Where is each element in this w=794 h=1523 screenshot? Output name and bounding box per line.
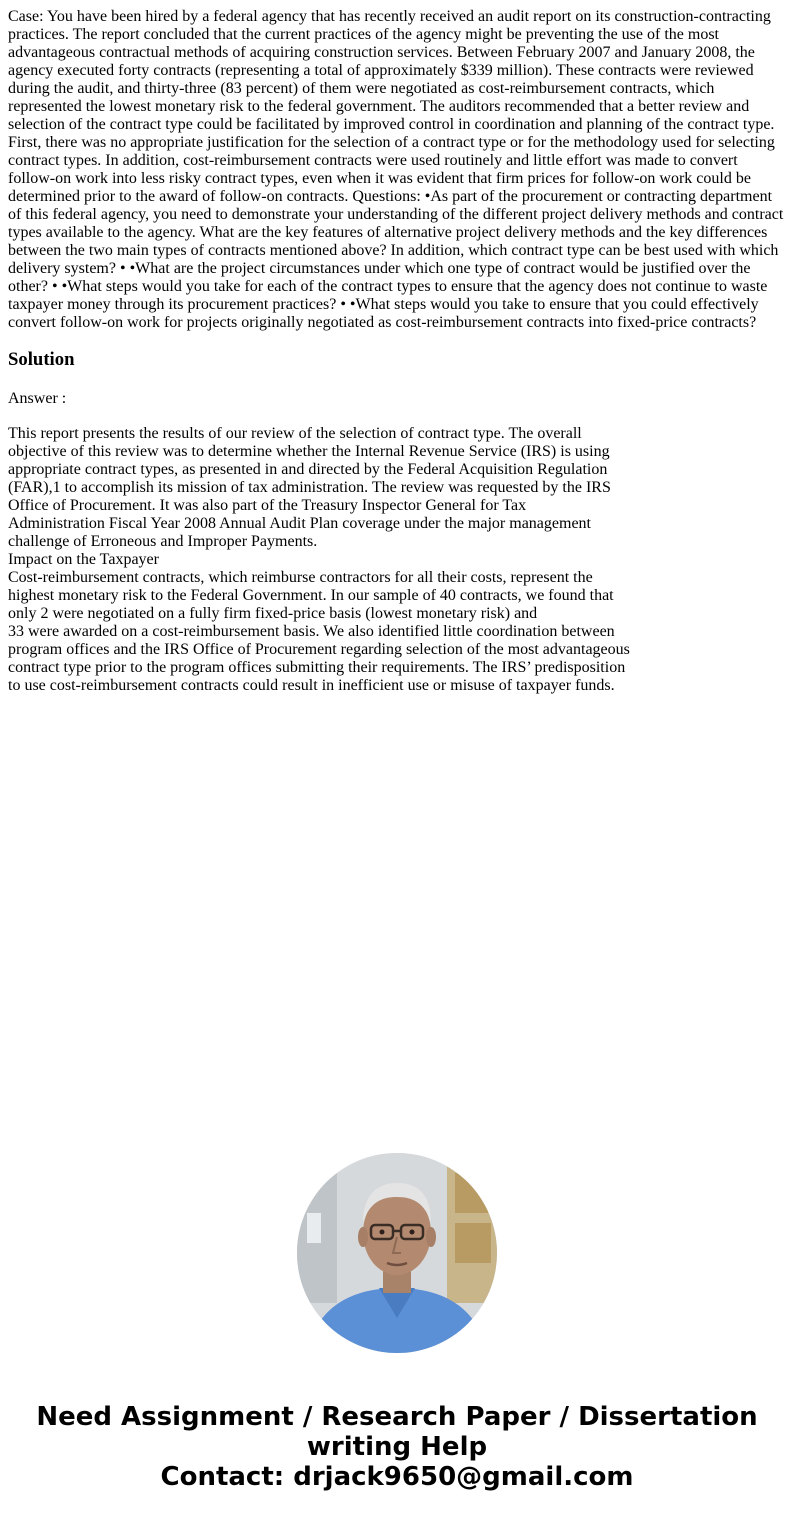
author-portrait-image [297,1153,497,1353]
promo-line-2: writing Help [306,1432,488,1462]
answer-line: program offices and the IRS Office of Procurement regarding selection of the most advantageous [8,641,630,658]
promo-line-1: Need Assignment / Research Paper / Dissertation [36,1402,758,1432]
answer-line: to use cost-reimbursement contracts could result in inefficient use or misuse of taxpayer funds. [8,677,615,694]
solution-heading: Solution [8,349,75,370]
answer-line: Office of Procurement. It was also part of the Treasury Inspector General for Tax [8,497,527,514]
answer-line: appropriate contract types, as presented in and directed by the Federal Acquisition Regulation [8,461,608,478]
answer-label: Answer : [8,390,67,407]
answer-line: Administration Fiscal Year 2008 Annual Audit Plan coverage under the major management [8,515,591,532]
answer-line: (FAR),1 to accomplish its mission of tax administration. The review was requested by the IRS [8,479,611,496]
answer-body [8,425,648,695]
promo-banner [0,1402,794,1492]
answer-line: 33 were awarded on a cost-reimbursement basis. We also identified little coordination between [8,623,615,640]
document-page [8,8,786,695]
answer-line: only 2 were negotiated on a fully firm fixed-price basis (lowest monetary risk) and [8,605,538,622]
promo-contact: Contact: drjack9650@gmail.com [160,1462,634,1492]
answer-line: objective of this review was to determine whether the Internal Revenue Service (IRS) is using [8,443,610,460]
answer-line: Cost-reimbursement contracts, which reimburse contractors for all their costs, represent the [8,569,593,586]
answer-line: contract type prior to the program offices submitting their requirements. The IRS’ predisposition [8,659,626,676]
author-avatar [297,1153,497,1353]
answer-line: challenge of Erroneous and Improper Payments. [8,533,318,550]
answer-line: This report presents the results of our review of the selection of contract type. The overall [8,425,582,442]
answer-line: highest monetary risk to the Federal Government. In our sample of 40 contracts, we found that [8,587,614,604]
answer-subheading: Impact on the Taxpayer [8,551,159,568]
case-question-text: Case: You have been hired by a federal agency that has recently received an audit report on its construction-contracting practices. The report concluded that the current practices of the agency might be preventing the use of the most advantageous contractual methods of acquiring construction services. Between February 2007 and January 2008, the agency executed forty contracts (representing a total of approximately $339 million). These contracts were reviewed during the audit, and thirty-three (83 percent) of them were negotiated as cost-reimbursement contracts, which represented the lowest monetary risk to the federal government. The auditors recommended that a better review and selection of the contract type could be facilitated by improved control in coordination and planning of the contract type. First, there was no appropriate justification for the selection of a contract type or for the methodology used for selecting contract types. In addition, cost-reimbursement contracts were used routinely and little effort was made to convert follow-on work into less risky contract types, even when it was evident that firm prices for follow-on work could be determined prior to the award of follow-on contracts. Questions: •As part of the procurement or contracting department of this federal agency, you need to demonstrate your understanding of the different project delivery methods and contract types available to the agency. What are the key features of alternative project delivery methods and the key differences between the two main types of contracts mentioned above? In addition, which contract type can be best used with which delivery system? • •What are the project circumstances under which one type of contract would be justified over the other? • •What steps would you take for each of the contract types to ensure that the agency does not continue to waste taxpayer money through its procurement practices? • •What steps would you take to ensure that you could effectively convert follow-on work for projects originally negotiated as cost-reimbursement contracts into fixed-price contracts? [8,8,784,331]
